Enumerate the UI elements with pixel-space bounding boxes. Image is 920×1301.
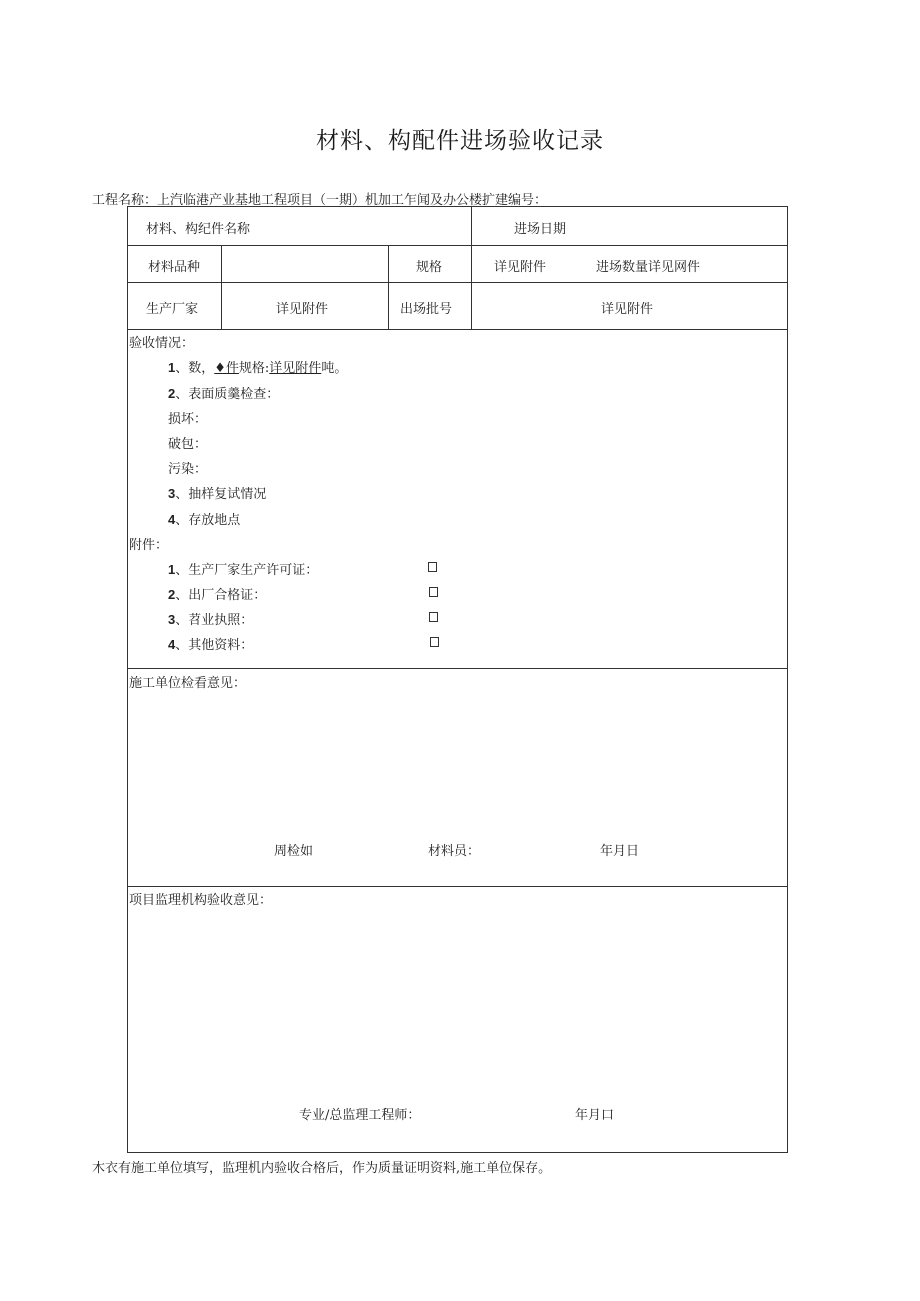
spec-detail: 详见附件 [269,361,322,376]
acceptance-form-table [127,206,788,1153]
manufacturer-value: 详见附件 [276,302,329,317]
attachments-label: 附件： [129,538,169,553]
license-checkbox[interactable] [428,562,437,572]
row-divider-2 [128,282,788,283]
business-license-checkbox[interactable] [429,612,438,622]
col-divider-main [471,207,472,329]
inspector-sign-label: 周检如 [274,844,314,859]
attachment-text: 、苕业执照： [175,613,254,628]
row-divider-4 [128,668,788,669]
attachment-item-certificate [168,584,266,603]
attachment-item-business-license [168,609,253,628]
attachment-text: 、生产厂家生产许可证： [175,563,319,578]
construction-opinion-label: 施工单位检看意见： [129,676,247,691]
sampling-text: 、抽样复试情况 [175,487,267,502]
row-divider-3 [128,329,788,330]
col-divider-spec [388,245,389,329]
footnote: 木衣有施工单位填写，监理机内验收合格后，作为质量证明资料,施工单位保存。 [92,1161,552,1176]
stain-label: 污染： [168,462,208,477]
attachment-item-other [168,634,253,653]
material-clerk-label: 材料员： [428,844,481,859]
attachment-text: 、出厂合格证： [175,588,267,603]
storage-text: 、存放地点 [175,513,241,528]
unit-suffix: 吨。 [321,361,348,376]
item-number: 1 [168,360,176,375]
spec-prefix: 规格: [238,361,270,376]
material-type-label: 材料品种 [148,260,201,275]
supervision-opinion-label: 项目监理机构验收意见： [129,893,273,908]
spec-value: 详见附件 [494,260,547,275]
quantity-prefix: 、数， [175,361,215,376]
page-title: 材料、构配件进场验收记录 [316,128,604,154]
inspection-label: 验收情况： [129,336,195,351]
surface-check-text: 、表面质羹检查： [175,387,280,402]
item-number: 2 [168,386,176,401]
batch-value: 详见附件 [601,302,654,317]
inspection-item-sampling [168,483,266,502]
other-docs-checkbox[interactable] [430,637,439,647]
inspection-item-storage [168,509,240,528]
item-number: 3 [168,612,176,627]
inspection-item-quantity [168,357,347,376]
manufacturer-label: 生产厂家 [146,302,199,317]
row-divider-1 [128,245,788,246]
attachment-text: 、其他资料： [175,638,254,653]
batch-label: 出场批号 [400,302,453,317]
item-number: 4 [168,637,176,652]
supervision-date-label: 年月口 [575,1108,615,1123]
inspection-item-surface [168,383,279,402]
col-divider-label [221,245,222,329]
construction-date-label: 年月日 [600,844,640,859]
certificate-checkbox[interactable] [429,587,438,597]
material-name-label: 材料、构纪件名称 [146,222,251,237]
item-number: 3 [168,486,176,501]
piece-count: ♦件 [214,361,239,376]
item-number: 4 [168,512,176,527]
quantity-value: 进场数量详见网件 [596,260,701,275]
item-number: 2 [168,587,176,602]
broken-package-label: 破包： [168,437,208,452]
project-name-line: 工程名称：上汽临港产业基地工程项目（一期）机加工乍闻及办公楼扩建编号： [92,193,548,208]
attachment-item-license [168,559,318,578]
item-number: 1 [168,562,176,577]
damage-label: 损坏： [168,412,208,427]
supervisor-sign-label: 专业/总监理工程师： [299,1108,421,1123]
row-divider-5 [128,886,788,887]
spec-label: 规格 [416,260,443,275]
entry-date-label: 进场日期 [514,222,567,237]
